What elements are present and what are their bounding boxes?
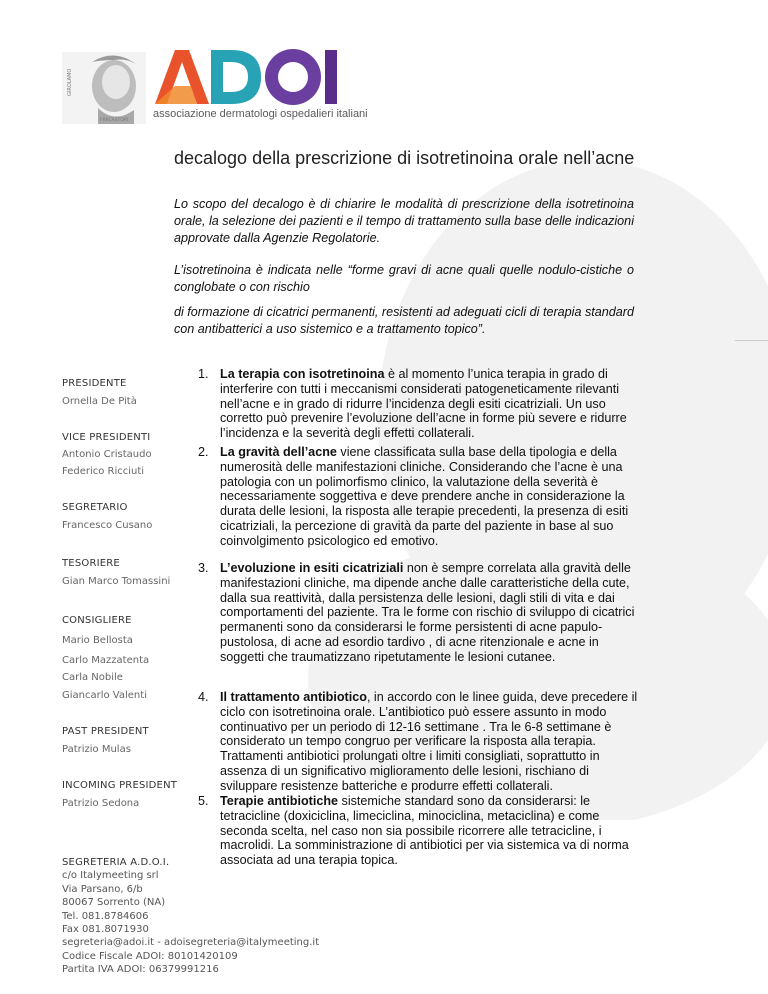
- emblem-text-2: FRACASTORI: [100, 118, 129, 123]
- item-number: 2.: [198, 445, 209, 459]
- role-segretario: SEGRETARIO: [62, 502, 128, 513]
- board-member-name: Mario Bellosta: [62, 635, 133, 646]
- role-vice-presidenti: VICE PRESIDENTI: [62, 432, 151, 443]
- decorative-divider: [735, 340, 768, 341]
- contact-line: Codice Fiscale ADOI: 80101420109: [62, 950, 238, 962]
- contact-line: Tel. 081.8784606: [62, 910, 149, 922]
- role-past-president: PAST PRESIDENT: [62, 726, 149, 737]
- secretariat-contact: [62, 856, 319, 977]
- board-member-name: Patrizio Mulas: [62, 744, 131, 755]
- board-member-name: Carlo Mazzatenta: [62, 655, 150, 666]
- item-number: 5.: [198, 794, 209, 808]
- contact-email-line[interactable]: segreteria@adoi.it - adoisegreteria@italymeeting.it: [62, 937, 320, 949]
- item-text: è al momento l’unica terapia in grado di interferire con tutti i meccanismi considerati patogeneticamente rilevanti nell’acne e in grado di ridurre l’incidenza degli esiti cicatriziali. Un uso corretto può prevenire l’evoluzione dell’acne in forme più severe e ridurre l’incidenza e la severità degli effetti collaterali.: [220, 367, 627, 441]
- item-lead: La gravità dell’acne: [220, 445, 337, 459]
- contact-line: Partita IVA ADOI: 06379991216: [62, 964, 219, 976]
- contact-heading: SEGRETERIA A.D.O.I.: [62, 857, 170, 868]
- item-number: 1.: [198, 367, 209, 381]
- board-member-name: Gian Marco Tomassini: [62, 576, 171, 587]
- item-number: 3.: [198, 561, 209, 575]
- item-text: sistemiche standard sono da considerarsi: le tetracicline (doxiciclina, limeciclina, minociclina, metaciclina) e come seconda scelta, nel caso non sia possibile ricorrere alle tetracicline, i macrolidi. La somministrazione di antibiotici per via sistemica va di norma associata ad una terapia topica.: [220, 794, 629, 868]
- role-incoming-president: INCOMING PRESIDENT: [62, 780, 178, 791]
- item-lead: Il trattamento antibiotico: [220, 690, 367, 704]
- contact-line: 80067 Sorrento (NA): [62, 897, 166, 909]
- board-member-name: Federico Ricciuti: [62, 466, 145, 477]
- board-member-name: Antonio Cristaudo: [62, 449, 152, 460]
- item-text: viene classificata sulla base della tipologia e della numerosità delle manifestazioni cliniche. Considerando che l’acne è una patologia con un polimorfismo clinico, la valutazione della severità è necessariamente soggettiva e deve prendere anche in considerazione la durata delle lesioni, la risposta alle terapie precedenti, la presenza di esiti cicatriziali, la percezione di gravità da parte del paziente in base al suo coinvolgimento psicologico ed emotivo.: [220, 445, 629, 548]
- contact-line: Fax 081.8071930: [62, 924, 149, 936]
- contact-line: Via Parsano, 6/b: [62, 883, 143, 895]
- item-lead: L’evoluzione in esiti cicatriziali: [220, 561, 404, 575]
- role-presidente: PRESIDENTE: [62, 378, 127, 389]
- board-member-name: Patrizio Sedona: [62, 798, 140, 809]
- document-title: decalogo della prescrizione di isotretinoina orale nell’acne: [174, 148, 635, 168]
- intro-paragraph-3: di formazione di cicatrici permanenti, resistenti ad adeguati cicli di terapia standard con antibatterici a uso sistemico e a trattamento topico”.: [174, 305, 634, 336]
- board-member-name: Francesco Cusano: [62, 520, 153, 531]
- board-member-name: Carla Nobile: [62, 672, 123, 683]
- item-number: 4.: [198, 690, 209, 704]
- item-lead: La terapia con isotretinoina: [220, 367, 385, 381]
- item-text: non è sempre correlata alla gravità delle manifestazioni cliniche, ma dipende anche dalle caratteristiche della cute, dalla sua reattività, dalla persistenza delle lesioni, dagli stili di vita e dai comportamenti del paziente. Tra le forme con rischio di sviluppo di cicatrici permanenti sono da considerarsi le forme persistenti di acne papulo-pustolosa, di acne ad esordio tardivo , di acne ritenzionale e acne in soggetti che traumatizzano ripetutamente le lesioni cutanee.: [220, 561, 635, 664]
- intro-paragraph-1: Lo scopo del decalogo è di chiarire le modalità di prescrizione della isotretinoina orale, la selezione dei pazienti e il tempo di trattamento sulla base delle indicazioni approvate dalla Agenzie Regolatorie.: [174, 197, 634, 245]
- role-tesoriere: TESORIERE: [62, 558, 120, 569]
- role-consigliere: CONSIGLIERE: [62, 615, 132, 626]
- board-member-name: Giancarlo Valenti: [62, 690, 147, 701]
- board-member-name: Ornella De Pità: [62, 396, 137, 407]
- logo-letter-i: [325, 50, 337, 104]
- adoi-logo: [153, 46, 338, 106]
- emblem-text-1: GIROLAMO: [67, 68, 73, 96]
- fracastoro-emblem-logo: [62, 52, 146, 124]
- intro-paragraph-2: L’isotretinoina è indicata nelle “forme gravi di acne quali quelle nodulo-cistiche o conglobate o con rischio: [174, 263, 634, 294]
- contact-line: c/o Italymeeting srl: [62, 870, 159, 882]
- association-subtitle: associazione dermatologi ospedalieri italiani: [153, 108, 368, 120]
- item-text: , in accordo con le linee guida, deve precedere il ciclo con isotretinoina orale. L’antibiotico può essere assunto in modo continuativo per un periodo di 12-16 settimane . Tra le 6-8 settimane è considerato un tempo congruo per verificare la risposta alla terapia. Trattamenti antibiotici prolungati oltre i limiti consigliati, soprattutto in assenza di un significativo miglioramento delle lesioni, rischiano di sviluppare resistenze batteriche e produrre effetti collaterali.: [220, 690, 638, 793]
- item-lead: Terapie antibiotiche: [220, 794, 339, 808]
